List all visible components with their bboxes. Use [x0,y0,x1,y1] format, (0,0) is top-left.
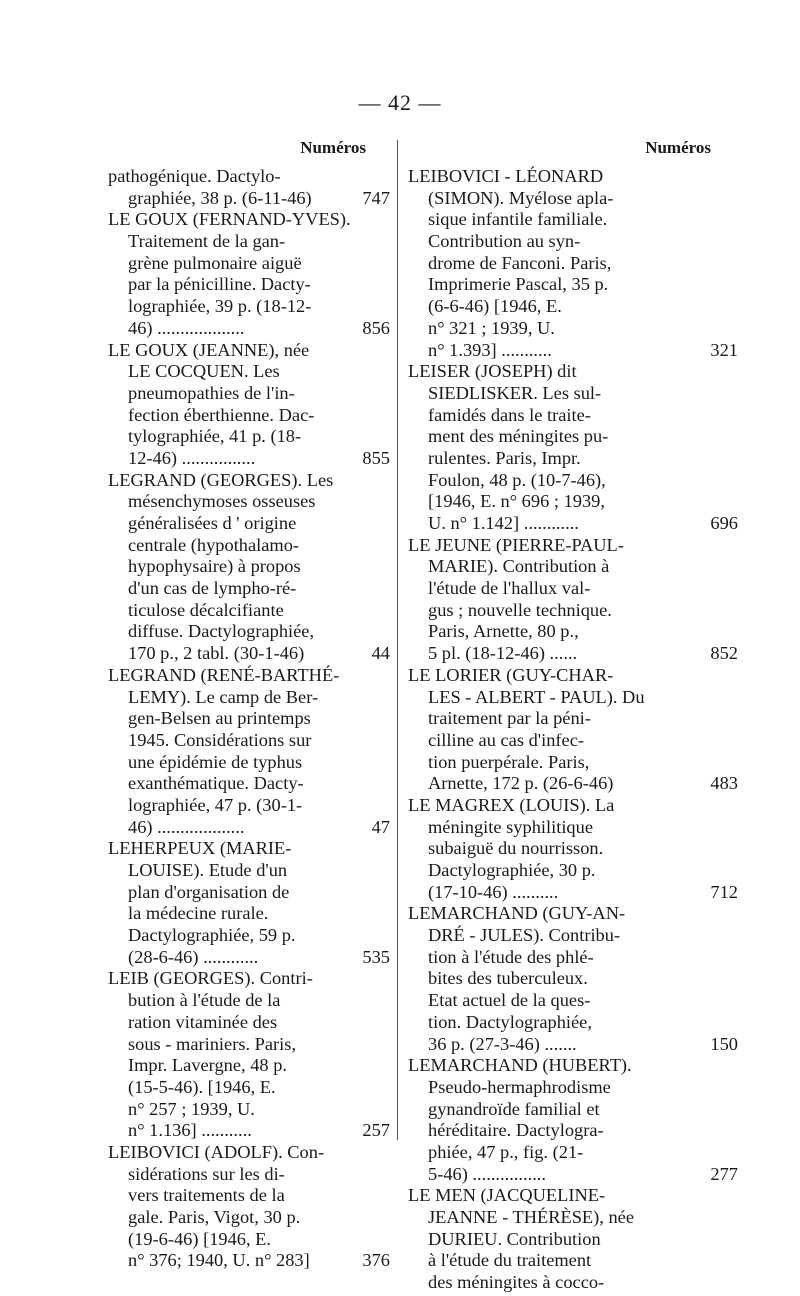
entry-heading-line: LEMARCHAND (HUBERT). [408,1055,632,1076]
entry-text-line: n° 1.393] ........... 321 [428,339,738,360]
entry-text-line: Foulon, 48 p. (10-7-46), [428,469,606,490]
entry-text-line: (19-6-46) [1946, E. [128,1228,272,1249]
entry-text-line: l'étude de l'hallux val- [428,578,591,599]
entry-text-line: lographiée, 47 p. (30-1- [128,794,303,815]
entry-heading-line: LEISER (JOSEPH) dit [408,361,577,382]
entry-text-line: 36 p. (27-3-46) ....... 150 [428,1033,738,1054]
entry-heading-line: LE JEUNE (PIERRE-PAUL- [408,534,624,555]
entry-text-line: sique infantile familiale. [428,209,608,230]
entry-number: 712 [710,881,738,902]
entry-heading-line: LEIB (GEORGES). Contri- [108,968,313,989]
entry-text-line: SIEDLISKER. Les sul- [428,382,602,403]
entry-text-line: Impr. Lavergne, 48 p. [128,1055,288,1076]
entry-text-line: LE COCQUEN. Les [128,361,280,382]
left-column-header: Numéros [300,138,366,157]
entry-number: 747 [362,187,390,208]
catalog-entry [108,166,390,209]
entry-number: 321 [710,339,738,360]
entry-text-line: Paris, Arnette, 80 p., [428,621,579,642]
catalog-entry [408,903,738,1055]
entry-text-line: bites des tuberculeux. [428,968,588,989]
entry-heading-line: LE MAGREX (LOUIS). La [408,794,615,815]
entry-number: 257 [362,1120,390,1141]
entry-text-line: n° 257 ; 1939, U. [128,1098,255,1119]
catalog-entry [108,339,390,470]
entry-text-line: DRÉ - JULES). Contribu- [428,925,621,946]
entry-text-line: fection éberthienne. Dac- [128,404,315,425]
entry-text-line: traitement par la péni- [428,708,591,729]
catalog-entry [108,838,390,968]
entry-text-line: drome de Fanconi. Paris, [428,252,612,273]
entry-text-line: (17-10-46) .......... 712 [428,881,738,902]
entry-number: 47 [371,816,390,837]
catalog-entry [108,469,390,665]
entry-number: 535 [362,946,390,967]
catalog-entry [408,664,738,795]
catalog-entry [108,209,390,339]
entry-text-line: (SIMON). Myélose apla- [428,187,614,208]
entry-heading-line: LE MEN (JACQUELINE- [408,1185,606,1206]
entry-text-line: (28-6-46) ............ 535 [128,946,390,967]
entry-text-line: des méningites à cocco- [428,1272,605,1293]
entry-text-line: famidés dans le traite- [428,404,591,425]
entry-text-line: ration vitaminée des [128,1011,278,1032]
entry-text-line: méningite syphilitique [428,816,593,837]
entry-text-line: 12-46) ................ 855 [128,447,390,468]
catalog-entry [408,1185,713,1293]
entry-text-line: grène pulmonaire aiguë [128,252,302,273]
entry-number: 852 [710,643,738,664]
entry-heading-line: LE LORIER (GUY-CHAR- [408,664,614,685]
left-entries [108,166,390,1272]
entry-text-line: sous - mariniers. Paris, [128,1033,297,1054]
entry-heading-line: LEHERPEUX (MARIE- [108,838,292,859]
entry-heading-line: LEIBOVICI (ADOLF). Con- [108,1141,325,1162]
entry-text-line: généralisées d ' origine [128,513,297,533]
entry-text-line: Dactylographiée, 59 p. [128,925,296,946]
entry-text-line: hypophysaire) à propos [128,556,301,577]
catalog-entry [108,968,390,1142]
entry-text-line: à l'étude du traitement [428,1250,592,1271]
right-column [408,138,738,1294]
entry-text-line: pneumopathies de l'in- [128,382,295,403]
entry-text-line: Arnette, 172 p. (26-6-46) 483 [428,773,738,794]
entry-text-line: 1945. Considérations sur [128,729,312,750]
entry-number: 150 [710,1033,738,1054]
catalog-entry [408,534,738,665]
entry-text-line: gen-Belsen au printemps [128,708,311,729]
catalog-entry [408,794,738,903]
entry-text-line: subaiguë du nourrisson. [428,838,604,859]
left-column [108,138,390,1272]
entry-text-line: LEMY). Le camp de Ber- [128,686,319,707]
entry-text-line: 5 pl. (18-12-46) ...... 852 [428,643,738,664]
entry-text-line: cilline au cas d'infec- [428,729,584,750]
entry-text-line: n° 321 ; 1939, U. [428,317,555,338]
entry-text-line: gale. Paris, Vigot, 30 p. [128,1207,301,1227]
entry-heading-line: LEGRAND (GEORGES). Les [108,469,334,490]
catalog-entry [108,1141,390,1272]
catalog-entry [408,1055,738,1185]
entry-text-line: par la pénicilline. Dacty- [128,274,311,295]
entry-text-line: tylographiée, 41 p. (18- [128,426,302,447]
entry-heading-line: LEMARCHAND (GUY-AN- [408,903,626,924]
entry-text-line: plan d'organisation de [128,881,290,902]
entry-text-line: ment des méningites pu- [428,426,609,447]
entry-heading-line: LEIBOVICI - LÉONARD [408,166,604,186]
entry-text-line: n° 1.136] ........... 257 [128,1120,390,1141]
entry-text-line: 46) ................... 47 [128,816,390,837]
entry-number: 696 [710,513,738,533]
page-number: — 42 — [358,90,442,115]
entry-text-line: héréditaire. Dactylogra- [428,1120,604,1141]
entry-text-line: LOUISE). Etude d'un [128,860,288,880]
entry-text-line: gus ; nouvelle technique. [428,599,612,620]
entry-text-line: tion puerpérale. Paris, [428,751,590,772]
entry-number: 856 [362,317,390,338]
entry-text-line: n° 376; 1940, U. n° 283] 376 [128,1250,390,1271]
column-divider [397,140,398,1140]
right-column-header: Numéros [645,138,711,157]
catalog-entry [408,166,738,361]
entry-text-line: lographiée, 39 p. (18-12- [128,296,312,317]
entry-heading-line: LE GOUX (FERNAND-YVES). [108,209,351,230]
entry-heading-line: LEGRAND (RENÉ-BARTHÉ- [108,664,340,685]
entry-text-line: Pseudo-hermaphrodisme [428,1076,611,1097]
entry-text-line: Etat actuel de la ques- [428,990,591,1011]
entry-text-line: gynandroïde familial et [428,1098,600,1119]
entry-text-line: Imprimerie Pascal, 35 p. [428,274,609,295]
entry-text-line: tion. Dactylographiée, [428,1011,592,1032]
entry-number: 483 [710,773,738,794]
right-entries [408,166,738,1294]
catalog-entry [108,664,390,839]
entry-text-line: MARIE). Contribution à [428,556,610,577]
entry-text-line: centrale (hypothalamo- [128,534,300,555]
entry-text-line: vers traitements de la [128,1185,285,1206]
entry-text-line: sidérations sur les di- [128,1163,285,1184]
entry-text-line: rulentes. Paris, Impr. [428,447,581,468]
entry-number: 376 [362,1250,390,1271]
entry-number: 44 [371,643,390,664]
entry-text-line: tion à l'étude des phlé- [428,946,594,967]
entry-text-line: d'un cas de lympho-ré- [128,578,297,599]
entry-text-line: JEANNE - THÉRÈSE), née [428,1207,635,1227]
entry-text-line: 170 p., 2 tabl. (30-1-46) 44 [128,643,390,664]
entry-text-line: [1946, E. n° 696 ; 1939, [428,491,605,512]
entry-text-line: graphiée, 38 p. (6-11-46) 747 [128,187,390,208]
entry-text-line: DURIEU. Contribution [428,1228,601,1249]
entry-text-line: diffuse. Dactylographiée, [128,621,315,642]
entry-text-line: une épidémie de typhus [128,751,303,772]
entry-text-line: mésenchymoses osseuses [128,491,316,512]
entry-text-line: U. n° 1.142] ............ 696 [428,513,738,533]
entry-number: 277 [710,1163,738,1184]
entry-text-line: (6-6-46) [1946, E. [428,296,562,317]
entry-text-line: Traitement de la gan- [128,231,286,252]
entry-heading-line: LE GOUX (JEANNE), née [108,339,310,360]
entry-text-line: bution à l'étude de la [128,990,281,1011]
entry-text-line: exanthématique. Dacty- [128,773,304,794]
entry-text-line: (15-5-46). [1946, E. [128,1076,276,1097]
entry-number: 855 [362,447,390,468]
entry-heading-line: pathogénique. Dactylo- [108,166,281,186]
entry-text-line: LES - ALBERT - PAUL). Du [428,686,645,707]
entry-text-line: Dactylographiée, 30 p. [428,860,596,880]
entry-text-line: 5-46) ................ 277 [428,1163,738,1184]
catalog-entry [408,361,738,535]
entry-text-line: ticulose décalcifiante [128,599,284,620]
entry-text-line: la médecine rurale. [128,903,269,924]
entry-text-line: Contribution au syn- [428,231,581,252]
entry-text-line: phiée, 47 p., fig. (21- [428,1141,584,1162]
entry-text-line: 46) ................... 856 [128,317,390,338]
